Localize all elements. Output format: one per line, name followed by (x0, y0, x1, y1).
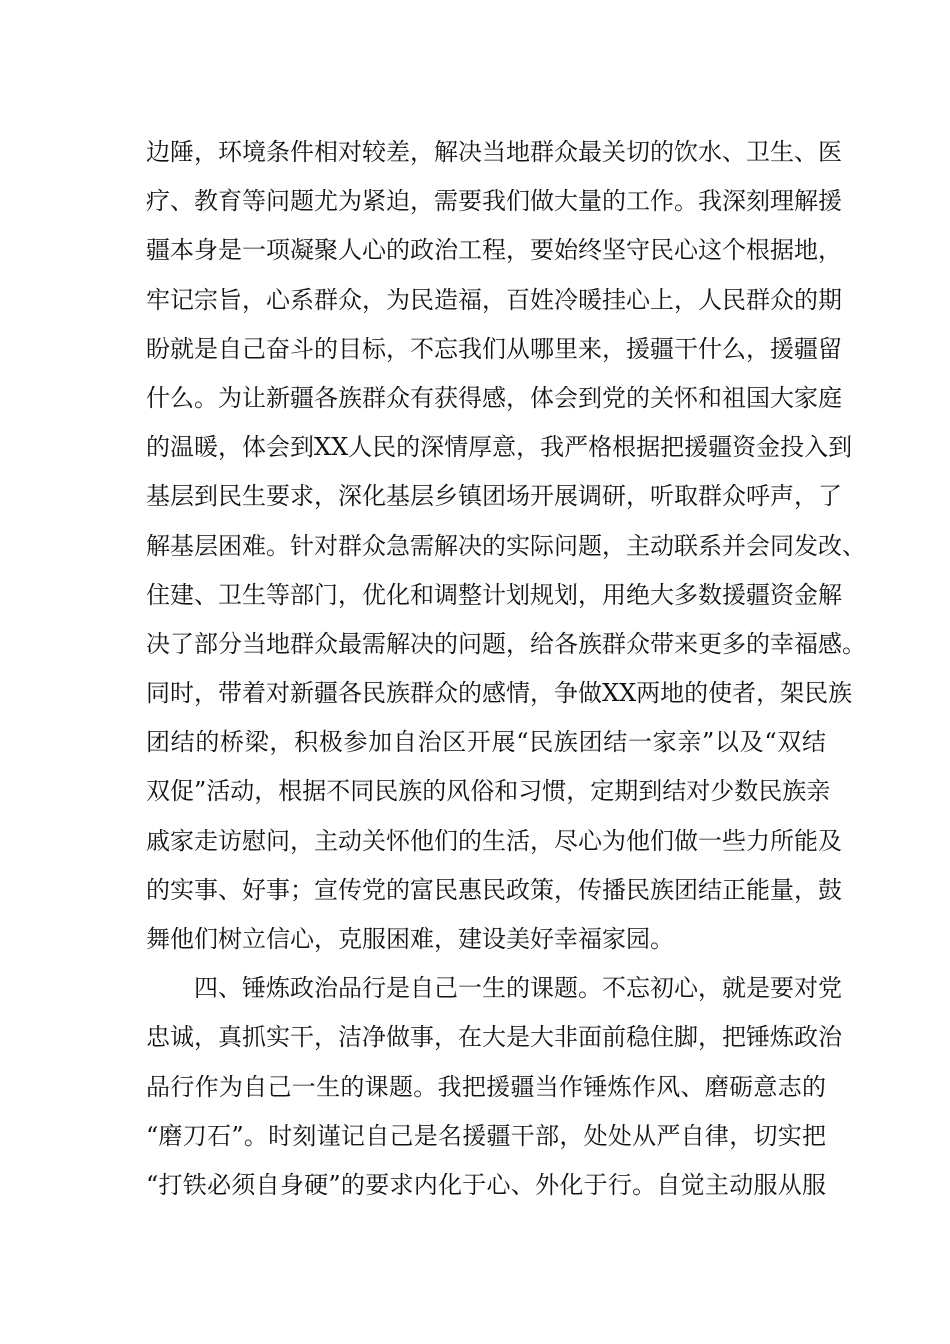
text-line: 戚家走访慰问，主动关怀他们的生活，尽心为他们做一些力所能及 (146, 826, 842, 855)
text-line: 的温暖，体会到XX人民的深情厚意，我严格根据把援疆资金投入到 (146, 433, 853, 462)
text-line: 决了部分当地群众最需解决的问题，给各族群众带来更多的幸福感。 (146, 629, 866, 658)
text-line: 忠诚，真抓实干，洁净做事，在大是大非面前稳住脚，把锤炼政治 (146, 1023, 842, 1052)
text-line: 盼就是自己奋斗的目标，不忘我们从哪里来，援疆干什么，援疆留 (146, 334, 842, 363)
text-line: 什么。为让新疆各族群众有获得感，体会到党的关怀和祖国大家庭 (146, 383, 842, 412)
text-line: 住建、卫生等部门，优化和调整计划规划，用绝大多数援疆资金解 (146, 580, 842, 609)
text-line: 基层到民生要求，深化基层乡镇团场开展调研，听取群众呼声，了 (146, 482, 842, 511)
text-line: “磨刀石”。时刻谨记自己是名援疆干部，处处从严自律，切实把 (146, 1121, 826, 1150)
text-line: 团结的桥梁，积极参加自治区开展“民族团结一家亲”以及“双结 (146, 728, 826, 757)
text-line: 边陲，环境条件相对较差，解决当地群众最关切的饮水、卫生、医 (146, 138, 842, 166)
text-line: “打铁必须自身硬”的要求内化于心、外化于行。自觉主动服从服 (146, 1170, 826, 1199)
text-line: 品行作为自己一生的课题。我把援疆当作锤炼作风、磨砺意志的 (146, 1072, 826, 1101)
text-line: 牢记宗旨，心系群众，为民造福，百姓冷暖挂心上，人民群众的期 (146, 285, 842, 314)
text-line: 解基层困难。针对群众急需解决的实际问题，主动联系并会同发改、 (146, 531, 866, 560)
body-text (146, 128, 866, 1210)
text-line: 双促”活动，根据不同民族的风俗和习惯，定期到结对少数民族亲 (146, 777, 831, 806)
text-line: 同时，带着对新疆各民族群众的感情，争做XX两地的使者，架民族 (146, 679, 853, 708)
text-line: 疆本身是一项凝聚人心的政治工程，要始终坚守民心这个根据地， (146, 236, 842, 265)
text-line: 疗、教育等问题尤为紧迫，需要我们做大量的工作。我深刻理解援 (146, 187, 842, 216)
section-four-first-line: 四、锤炼政治品行是自己一生的课题。不忘初心，就是要对党 (194, 974, 842, 1003)
text-line: 的实事、好事；宣传党的富民惠民政策，传播民族团结正能量，鼓 (146, 875, 842, 904)
paragraph-end-line: 舞他们树立信心，克服困难，建设美好幸福家园。 (146, 925, 674, 953)
